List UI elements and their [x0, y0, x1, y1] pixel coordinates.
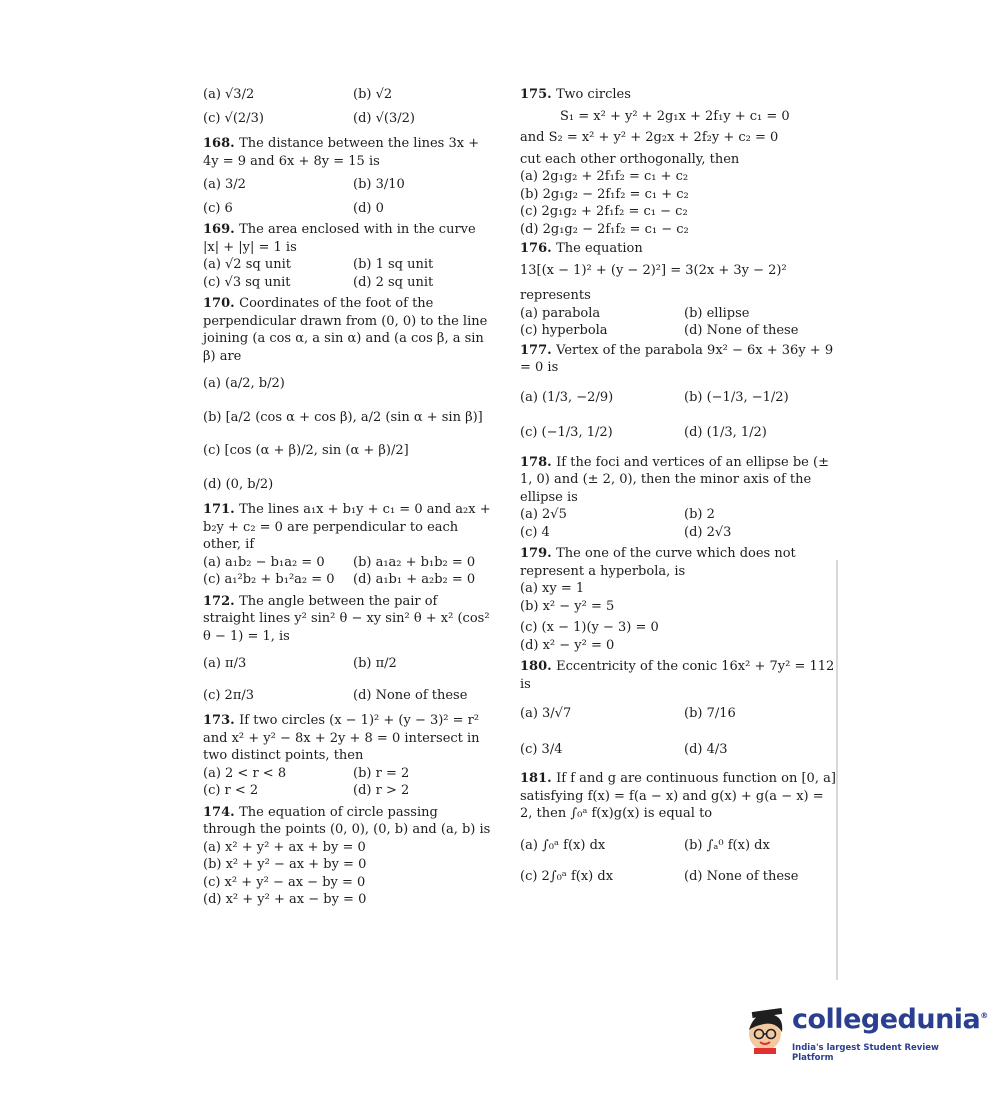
q181-option-d: (d) None of these [684, 869, 799, 884]
q178-option-a: (a) 2√5 [520, 507, 567, 522]
question-number: 171. [203, 502, 235, 517]
q171-option-d: (d) a₁b₁ + a₂b₂ = 0 [353, 572, 476, 587]
right-column [520, 86, 838, 886]
q174-option-a: (a) x² + y² + ax + by = 0 [203, 839, 366, 855]
q177-option-b: (b) (−1/3, −1/2) [684, 389, 789, 405]
q175-option-d: (d) 2g₁g₂ − 2f₁f₂ = c₁ − c₂ [520, 221, 689, 237]
brand-tagline: India's largest Student Review Platform [792, 1043, 939, 1063]
question-text: The equation [556, 241, 643, 256]
question-text: The one of the curve which does not represent a hyperbola, is [520, 546, 796, 579]
question-text: Coordinates of the foot of the perpendicular drawn from (0, 0) to the line joining (a cos α, a sin α) and (a cos β, a sin β) are [203, 296, 488, 364]
q175-option-b: (b) 2g₁g₂ − 2f₁f₂ = c₁ + c₂ [520, 186, 689, 202]
question-173 [203, 712, 493, 800]
q176-option-c: (c) hyperbola [520, 323, 608, 338]
question-number: 168. [203, 136, 235, 151]
q167-option-a: (a) √3/2 [203, 87, 255, 102]
q179-option-d: (d) x² − y² = 0 [520, 637, 615, 653]
question-172 [203, 593, 493, 705]
q177-option-d: (d) (1/3, 1/2) [684, 425, 767, 440]
q175-option-c: (c) 2g₁g₂ + 2f₁f₂ = c₁ − c₂ [520, 204, 688, 219]
question-180 [520, 658, 838, 758]
q176-equation: 13[(x − 1)² + (y − 2)²] = 3(2x + 3y − 2)² [520, 262, 787, 278]
q178-option-d: (d) 2√3 [684, 524, 732, 540]
q181-option-b: (b) ∫ₐ⁰ f(x) dx [684, 837, 770, 853]
q172-option-b: (b) π/2 [353, 656, 397, 671]
question-169 [203, 221, 493, 291]
question-177 [520, 342, 838, 442]
q174-option-c: (c) x² + y² − ax − by = 0 [203, 874, 366, 890]
question-number: 177. [520, 342, 552, 358]
graduate-mascot-icon [740, 1004, 790, 1054]
collegedunia-logo[interactable] [740, 1000, 988, 1063]
q170-option-c: (c) [cos (α + β)/2, sin (α + β)/2] [203, 443, 409, 458]
q169-option-d: (d) 2 sq unit [353, 274, 434, 290]
question-text: If the foci and vertices of an ellipse be (± 1, 0) and (± 2, 0), then the minor axis of the ellipse is [520, 454, 829, 505]
q173-option-b: (b) r = 2 [353, 765, 410, 781]
question-number: 179. [520, 546, 552, 561]
question-179 [520, 545, 838, 654]
q181-option-a: (a) ∫₀ᵃ f(x) dx [520, 837, 606, 853]
question-178 [520, 454, 838, 542]
q172-option-a: (a) π/3 [203, 656, 247, 671]
q177-option-c: (c) (−1/3, 1/2) [520, 425, 613, 440]
q175-option-a: (a) 2g₁g₂ + 2f₁f₂ = c₁ + c₂ [520, 169, 689, 184]
left-column [203, 86, 493, 909]
q167-option-c: (c) √(2/3) [203, 110, 264, 126]
q174-option-d: (d) x² + y² + ax − by = 0 [203, 892, 367, 907]
brand-name: collegedunia® [792, 1004, 988, 1035]
question-text: The angle between the pair of straight lines y² sin² θ − xy sin² θ + x² (cos² θ − 1) = 1, is [203, 593, 490, 644]
q176-option-b: (b) ellipse [684, 305, 750, 321]
q180-option-b: (b) 7/16 [684, 706, 736, 721]
q168-option-b: (b) 3/10 [353, 177, 405, 192]
question-text: If two circles (x − 1)² + (y − 3)² = r² and x² + y² − 8x + 2y + 8 = 0 intersect in two distinct points, then [203, 713, 480, 763]
scan-edge-line [836, 560, 838, 980]
question-174 [203, 804, 493, 909]
q167-option-d: (d) √(3/2) [353, 110, 415, 126]
q171-option-a: (a) a₁b₂ − b₁a₂ = 0 [203, 554, 325, 570]
q170-option-a: (a) (a/2, b/2) [203, 376, 285, 391]
question-text: The distance between the lines 3x + 4y = 9 and 6x + 8y = 15 is [203, 136, 480, 169]
q171-option-b: (b) a₁a₂ + b₁b₂ = 0 [353, 554, 476, 570]
question-text: Eccentricity of the conic 16x² + 7y² = 112 is [520, 659, 835, 692]
question-170 [203, 295, 493, 493]
question-text: The lines a₁x + b₁y + c₁ = 0 and a₂x + b₂y + c₂ = 0 are perpendicular to each other, if [203, 502, 491, 552]
question-number: 180. [520, 659, 552, 674]
question-number: 170. [203, 296, 235, 311]
q174-option-b: (b) x² + y² − ax + by = 0 [203, 857, 367, 872]
q168-option-c: (c) 6 [203, 200, 233, 216]
q181-option-c: (c) 2∫₀ᵃ f(x) dx [520, 869, 614, 884]
q175-equation-1: S₁ = x² + y² + 2g₁x + 2f₁y + c₁ = 0 [560, 108, 790, 124]
question-number: 175. [520, 87, 552, 102]
q173-option-a: (a) 2 < r < 8 [203, 765, 287, 781]
question-167-options [203, 86, 493, 127]
q169-option-c: (c) √3 sq unit [203, 274, 291, 290]
question-number: 181. [520, 771, 552, 786]
question-181 [520, 770, 838, 886]
question-176 [520, 240, 838, 340]
question-number: 176. [520, 241, 552, 256]
question-text: Two circles [556, 87, 631, 102]
question-number: 178. [520, 454, 552, 470]
q170-option-b: (b) [a/2 (cos α + cos β), a/2 (sin α + sin β)] [203, 409, 483, 425]
question-number: 172. [203, 593, 235, 609]
q168-option-d: (d) 0 [353, 200, 384, 216]
question-text: If f and g are continuous function on [0, a] satisfying f(x) = f(a − x) and g(x) + g(a − x) = 2, then ∫₀ᵃ f(x)g(x) is equal to [520, 771, 836, 821]
q177-option-a: (a) (1/3, −2/9) [520, 389, 614, 405]
q179-option-b: (b) x² − y² = 5 [520, 598, 615, 614]
q176-option-a: (a) parabola [520, 305, 601, 321]
q178-option-b: (b) 2 [684, 507, 715, 522]
q169-option-a: (a) √2 sq unit [203, 257, 291, 272]
q172-option-c: (c) 2π/3 [203, 687, 255, 703]
q171-option-c: (c) a₁²b₂ + b₁²a₂ = 0 [203, 572, 335, 587]
q179-option-a: (a) xy = 1 [520, 581, 585, 596]
q168-option-a: (a) 3/2 [203, 177, 246, 192]
question-number: 174. [203, 804, 235, 820]
question-number: 169. [203, 222, 235, 237]
q167-option-b: (b) √2 [353, 87, 393, 102]
q178-option-c: (c) 4 [520, 524, 550, 540]
question-text: Vertex of the parabola 9x² − 6x + 36y + 9 = 0 is [520, 342, 834, 375]
q172-option-d: (d) None of these [353, 687, 468, 703]
q180-option-d: (d) 4/3 [684, 741, 728, 757]
question-175 [520, 86, 838, 238]
q180-option-c: (c) 3/4 [520, 741, 563, 757]
q170-option-d: (d) (0, b/2) [203, 476, 274, 492]
q175-tail: cut each other orthogonally, then [520, 151, 740, 167]
q176-option-d: (d) None of these [684, 323, 799, 338]
question-171 [203, 501, 493, 589]
q169-option-b: (b) 1 sq unit [353, 257, 434, 272]
q173-option-d: (d) r > 2 [353, 783, 410, 798]
q179-option-c: (c) (x − 1)(y − 3) = 0 [520, 620, 659, 635]
question-168 [203, 135, 493, 217]
q180-option-a: (a) 3/√7 [520, 706, 572, 721]
q176-tail: represents [520, 288, 591, 303]
question-text: The equation of circle passing through the points (0, 0), (0, b) and (a, b) is [203, 804, 491, 837]
q175-equation-2: and S₂ = x² + y² + 2g₂x + 2f₂y + c₂ = 0 [520, 130, 779, 145]
question-text: The area enclosed with in the curve |x| + |y| = 1 is [203, 222, 476, 255]
q173-option-c: (c) r < 2 [203, 783, 259, 798]
question-number: 173. [203, 713, 235, 728]
